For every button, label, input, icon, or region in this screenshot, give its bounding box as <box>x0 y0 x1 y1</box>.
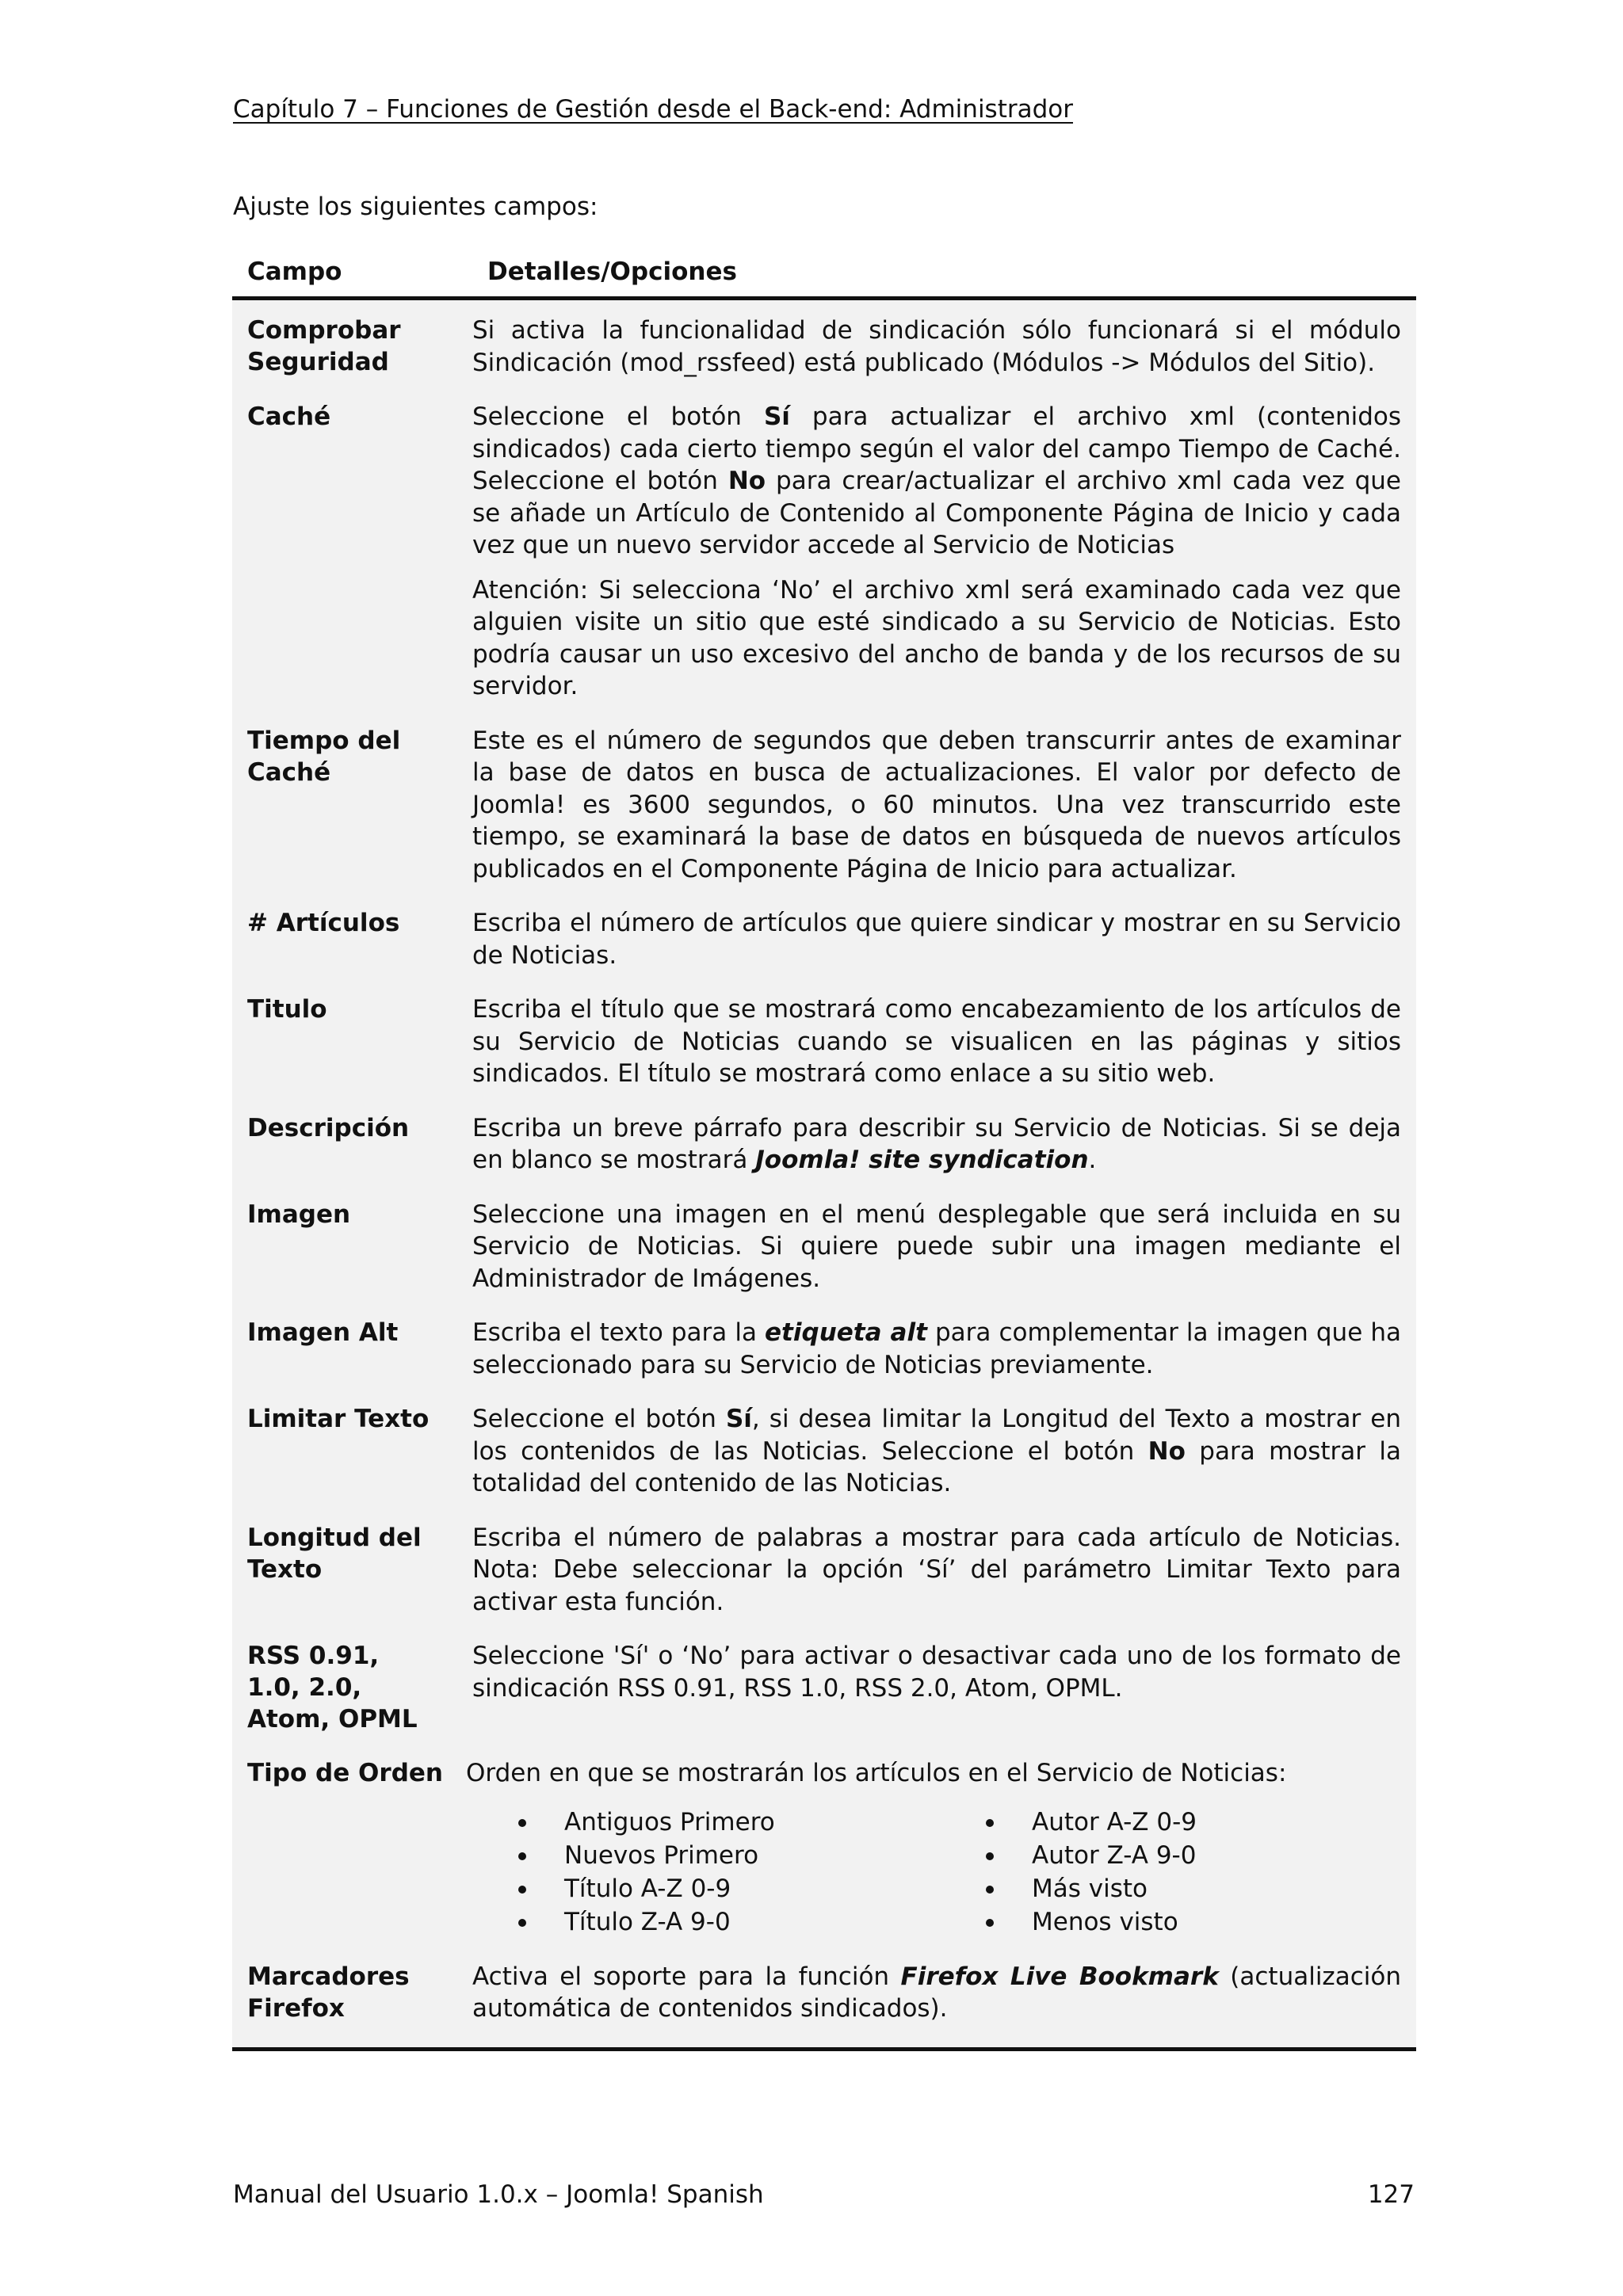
table-row <box>232 1199 1416 1295</box>
table-body <box>232 300 1416 2051</box>
table-row <box>232 1640 1416 1735</box>
footer-manual-title: Manual del Usuario 1.0.x – Joomla! Spanish <box>233 2180 764 2209</box>
table-row <box>232 1522 1416 1619</box>
table-row <box>232 1317 1416 1381</box>
list-item: Título Z-A 9-0 <box>466 1905 934 1939</box>
field-detail: Escriba el número de palabras a mostrar para cada artículo de Noticias. Nota: Debe seleccionar la opción ‘Sí’ del parámetro Limitar Texto para activar esta función. <box>472 1523 1401 1616</box>
page-header: Capítulo 7 – Funciones de Gestión desde el Back-end: Administrador <box>233 95 1073 124</box>
field-detail: Este es el número de segundos que deben transcurrir antes de examinar la base de datos en busca de actualizaciones. El valor por defecto de Joomla! es 3600 segundos, o 60 minutos. Una vez transcurrido este tiempo, se examinará la base de datos en búsqueda de nuevos artículos publicados en el Componente Página de Inicio para actualizar. <box>472 726 1401 883</box>
list-item: Autor A-Z 0-9 <box>934 1806 1401 1839</box>
field-detail: Si activa la funcionalidad de sindicación sólo funcionará si el módulo Sindicación (mod_rssfeed) está publicado (Módulos -> Módulos del Sitio). <box>472 316 1401 377</box>
field-name: Tiempo del Caché <box>247 726 401 787</box>
order-options <box>466 1806 1401 1939</box>
field-detail: Seleccione 'Sí' o ‘No’ para activar o desactivar cada uno de los formato de sindicación RSS 0.91, RSS 1.0, RSS 2.0, Atom, OPML. <box>472 1642 1401 1703</box>
field-detail: Escriba un breve párrafo para describir su Servicio de Noticias. Si se deja en blanco se mostrará Joomla! site syndication. <box>472 1113 1401 1174</box>
field-detail: Escriba el texto para la etiqueta alt para complementar la imagen que ha seleccionado para su Servicio de Noticias previamente. <box>472 1318 1401 1379</box>
list-item: Más visto <box>934 1872 1401 1905</box>
table-row <box>232 907 1416 971</box>
table-row <box>232 1112 1416 1177</box>
page-number: 127 <box>1367 2180 1415 2209</box>
field-name: Tipo de Orden <box>247 1759 443 1787</box>
field-name: Caché <box>247 402 331 431</box>
list-item: Menos visto <box>934 1905 1401 1939</box>
table-row <box>232 401 1416 703</box>
list-item: Antiguos Primero <box>466 1806 934 1839</box>
field-name: Titulo <box>247 995 327 1024</box>
table-row <box>232 994 1416 1090</box>
field-name: Descripción <box>247 1113 410 1142</box>
field-name: Comprobar Seguridad <box>247 316 401 376</box>
field-detail: Seleccione el botón Sí, si desea limitar la Longitud del Texto a mostrar en los contenidos de las Noticias. Seleccione el botón No para mostrar la totalidad del contenido de las Noticias. <box>472 1405 1402 1497</box>
fields-table <box>232 247 1416 2051</box>
column-header-field: Campo <box>247 257 342 286</box>
field-name: Imagen <box>247 1199 351 1229</box>
column-header-details: Detalles/Opciones <box>487 257 737 286</box>
field-detail: Seleccione el botón Sí para actualizar el archivo xml (contenidos sindicados) cada cierto tiempo según el valor del campo Tiempo de Caché. Seleccione el botón No para crear/actualizar el archivo xml cada vez que se añade un Artículo de Contenido al Componente Página de Inicio y cada vez que un nuevo servidor accede al Servicio de Noticias Atención: Si selecciona ‘No’ el archivo xml será examinado cada vez que alguien visite un sitio que esté sindicado a su Servicio de Noticias. Esto podría causar un uso excesivo del ancho de banda y de los recursos de su servidor. <box>462 401 1416 703</box>
field-detail: Escriba el título que se mostrará como encabezamiento de los artículos de su Servicio de Noticias cuando se visualicen en las páginas y sitios sindicados. El título se mostrará como enlace a su sitio web. <box>472 995 1401 1088</box>
table-row <box>232 725 1416 886</box>
field-name: Imagen Alt <box>247 1318 399 1347</box>
table-row <box>232 1757 1416 1939</box>
field-detail: Orden en que se mostrarán los artículos en el Servicio de Noticias: Antiguos Primero Nuevos Primero Título A-Z 0-9 Título Z-A 9-0 Autor A-Z 0-9 Autor Z-A 9-0 Más visto Menos visto <box>456 1757 1416 1939</box>
field-name: Limitar Texto <box>247 1405 430 1433</box>
intro-text: Ajuste los siguientes campos: <box>233 193 598 221</box>
order-options-left <box>466 1806 934 1939</box>
list-item: Nuevos Primero <box>466 1839 934 1872</box>
field-detail: Seleccione una imagen en el menú desplegable que será incluida en su Servicio de Noticias. Si quiere puede subir una imagen mediante el Administrador de Imágenes. <box>472 1199 1401 1293</box>
field-detail-note: Atención: Si selecciona ‘No’ el archivo xml será examinado cada vez que alguien visite un sitio que esté sindicado a su Servicio de Noticias. Esto podría causar un uso excesivo del ancho de banda y de los recursos de su servidor. <box>472 575 1401 700</box>
order-options-right <box>934 1806 1401 1939</box>
field-name: # Artículos <box>247 909 400 937</box>
field-name: Longitud del Texto <box>247 1523 422 1584</box>
table-row <box>232 1961 1416 2025</box>
table-row <box>232 315 1416 379</box>
field-detail: Activa el soporte para la función Firefox Live Bookmark (actualización automática de contenidos sindicados). <box>472 1962 1401 2023</box>
list-item: Título A-Z 0-9 <box>466 1872 934 1905</box>
list-item: Autor Z-A 9-0 <box>934 1839 1401 1872</box>
table-header <box>232 247 1416 300</box>
field-name: Marcadores Firefox <box>247 1962 410 2023</box>
field-detail: Escriba el número de artículos que quiere sindicar y mostrar en su Servicio de Noticias. <box>472 909 1401 970</box>
table-row <box>232 1403 1416 1500</box>
field-name: RSS 0.91, 1.0, 2.0, Atom, OPML <box>247 1642 418 1733</box>
